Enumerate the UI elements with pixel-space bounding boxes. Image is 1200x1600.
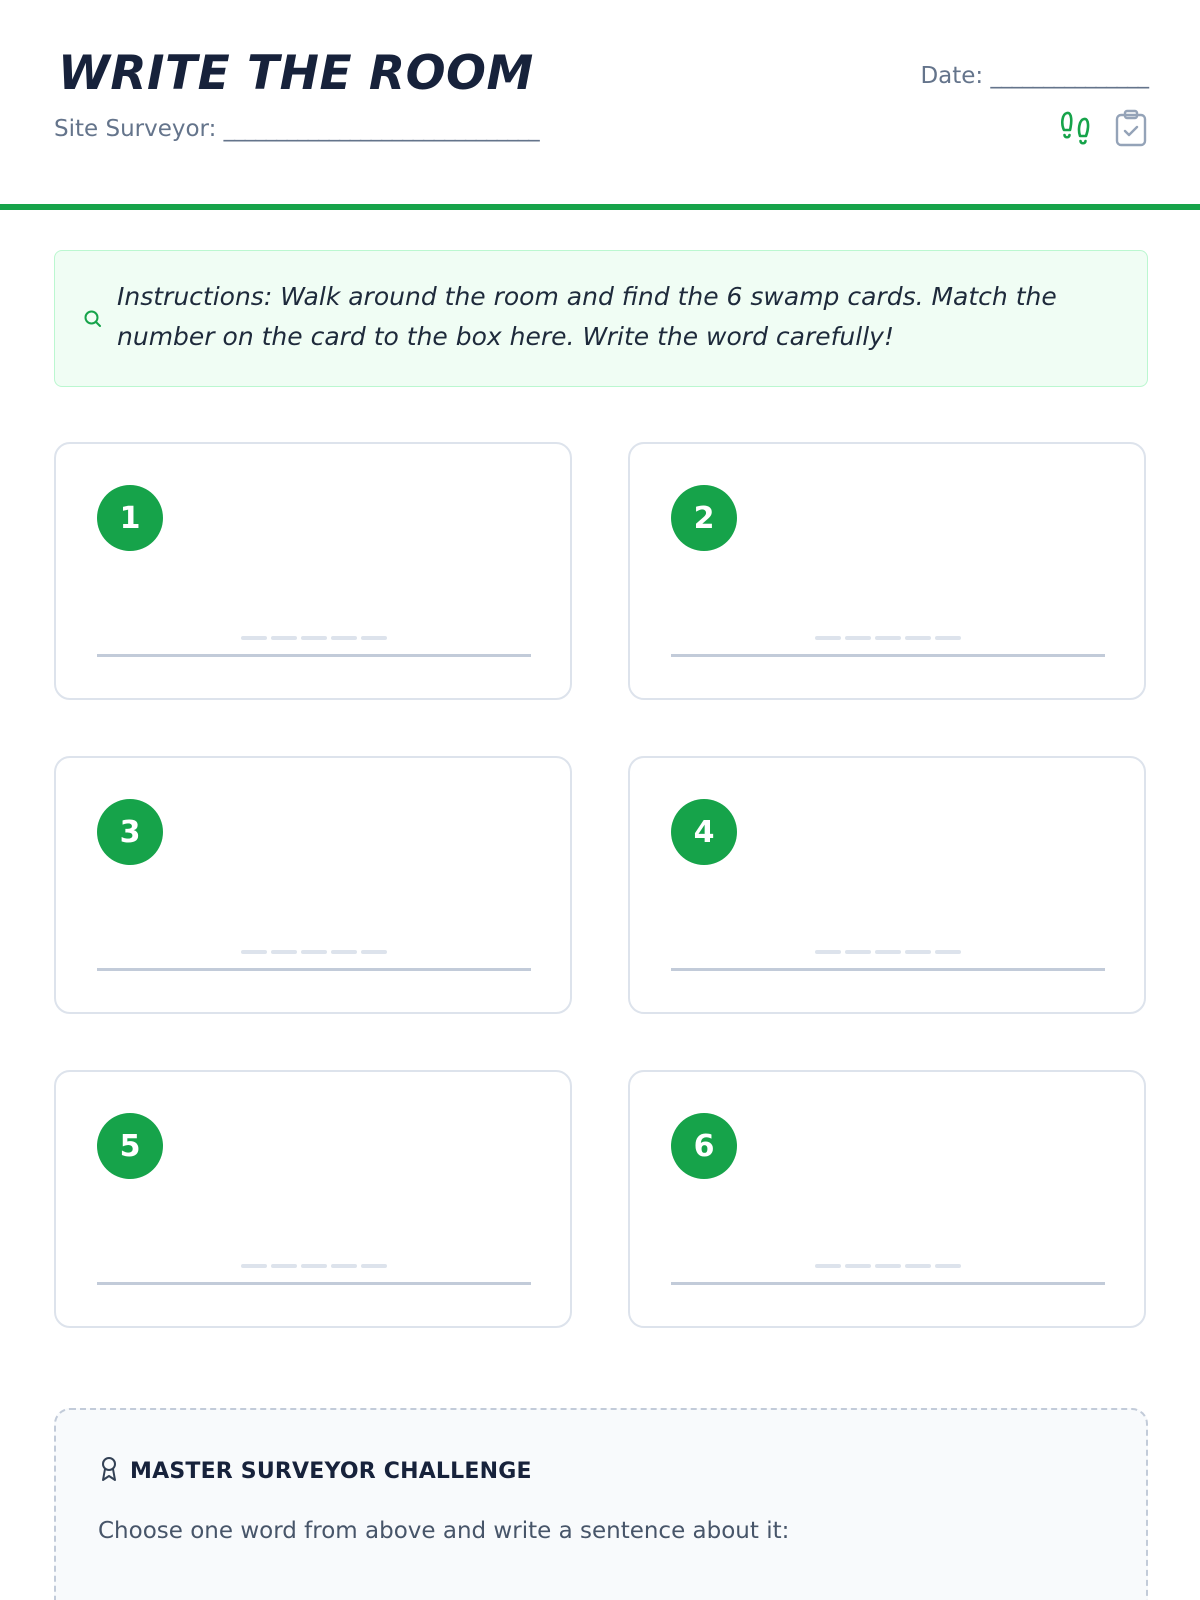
header-icons [1058,108,1148,148]
challenge-header [100,1456,532,1486]
clipboard-check-icon [1114,108,1148,148]
surveyor-field[interactable] [54,116,539,142]
answer-write-line[interactable] [671,968,1105,971]
challenge-title: MASTER SURVEYOR CHALLENGE [130,1458,532,1484]
date-field[interactable] [920,63,1148,89]
date-label: Date: [920,63,984,89]
surveyor-label: Site Surveyor: [54,116,217,142]
card-number-badge: 6 [671,1113,737,1179]
answer-card-1 [54,442,572,700]
answer-card-2 [628,442,1146,700]
letter-hint-dashes [241,1264,387,1268]
surveyor-blank: ______________________________ [223,116,539,142]
letter-hint-dashes [241,950,387,954]
card-number-badge: 2 [671,485,737,551]
challenge-prompt: Choose one word from above and write a sentence about it: [98,1518,790,1544]
answer-write-line[interactable] [671,654,1105,657]
letter-hint-dashes [815,950,961,954]
answer-card-6 [628,1070,1146,1328]
instructions-box [54,250,1148,387]
card-number-badge: 5 [97,1113,163,1179]
date-blank: _______________ [990,63,1148,89]
card-number-badge: 3 [97,799,163,865]
answer-write-line[interactable] [671,1282,1105,1285]
search-icon [83,309,103,333]
instructions-text: Instructions: Walk around the room and find the 6 swamp cards. Match the number on the card to the box here. Write the word carefully! [117,282,1057,351]
answer-card-5 [54,1070,572,1328]
card-number-badge: 1 [97,485,163,551]
footprints-icon [1058,108,1096,148]
answer-card-3 [54,756,572,1014]
challenge-box [54,1408,1148,1600]
answer-write-line[interactable] [97,968,531,971]
letter-hint-dashes [815,1264,961,1268]
answer-card-4 [628,756,1146,1014]
award-icon [100,1456,118,1486]
page-title: WRITE THE ROOM [58,46,534,101]
header-divider [0,204,1200,210]
answer-write-line[interactable] [97,654,531,657]
letter-hint-dashes [241,636,387,640]
header [0,0,1200,212]
card-number-badge: 4 [671,799,737,865]
answer-write-line[interactable] [97,1282,531,1285]
letter-hint-dashes [815,636,961,640]
